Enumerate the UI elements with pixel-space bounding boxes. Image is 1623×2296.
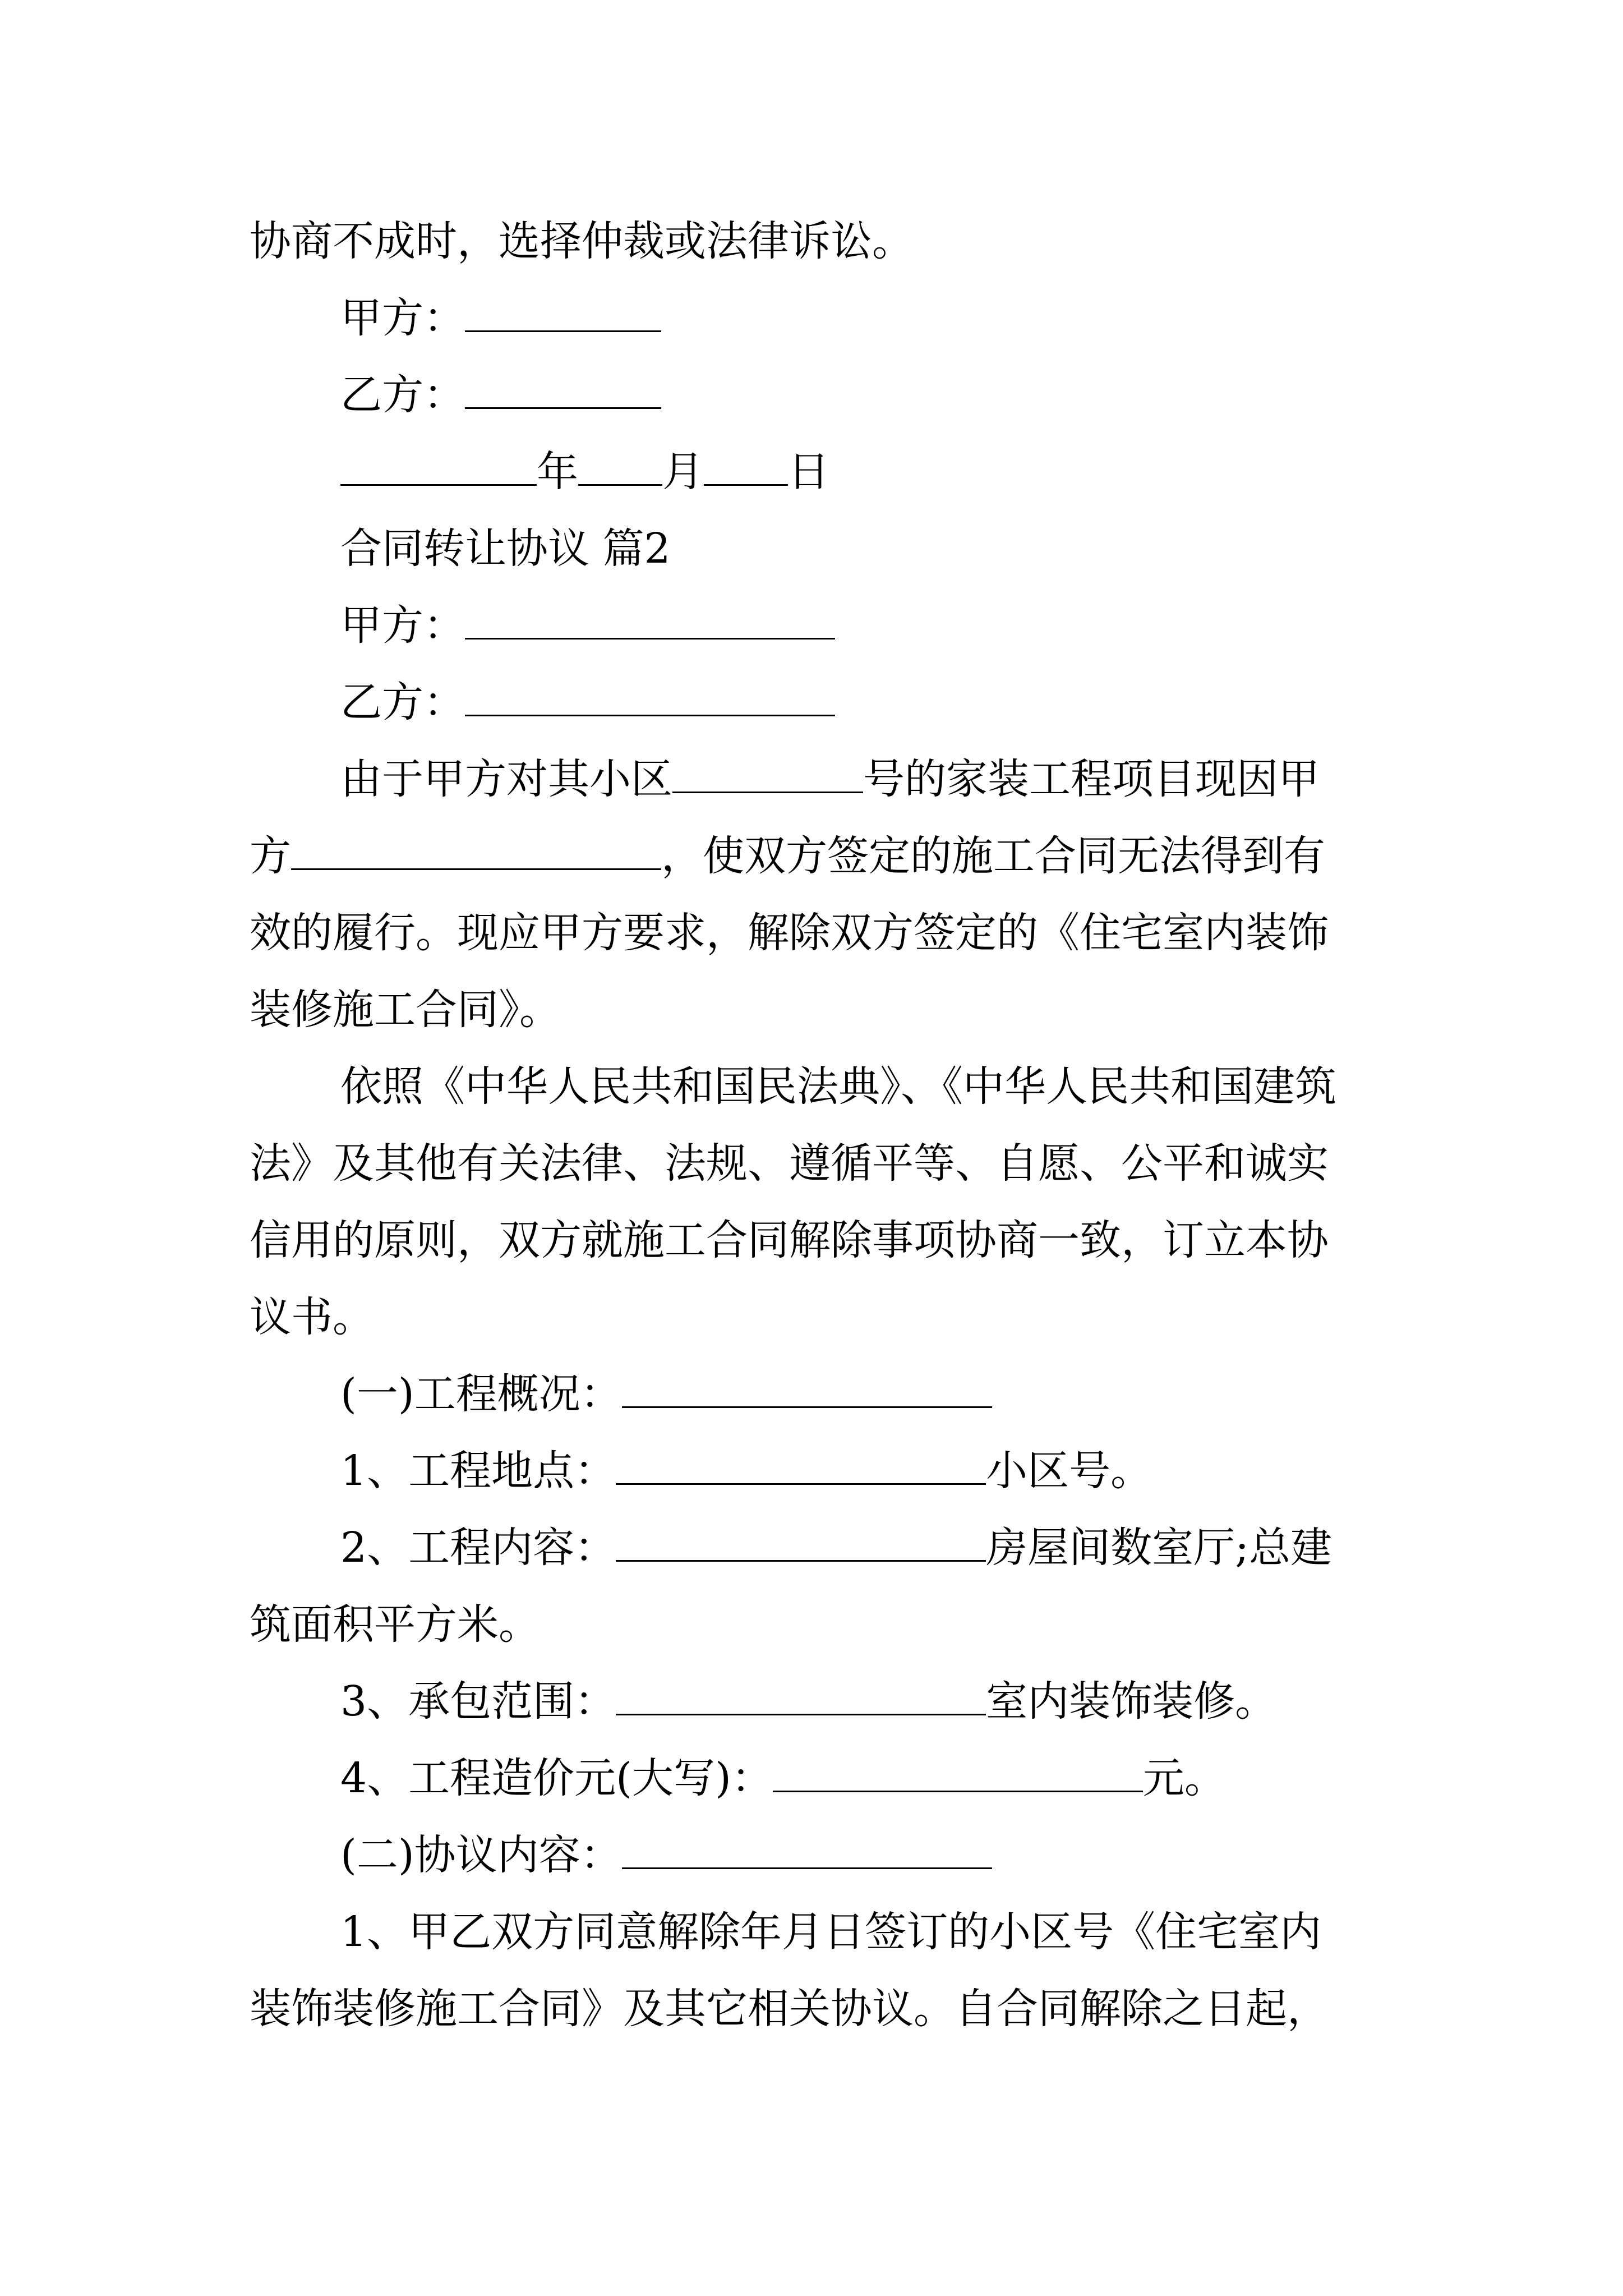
party-b-line [340, 674, 835, 730]
text: 议书。 [250, 1293, 374, 1341]
paragraph-line [250, 982, 561, 1038]
text: 效的履行。现应甲方要求，解除双方签定的《住宅室内装饰 [250, 909, 1329, 957]
text: (二)协议内容： [340, 1831, 622, 1879]
blank-field [291, 831, 661, 870]
text: 装饰装修施工合同》及其它相关协议。自合同解除之日起， [250, 1985, 1329, 2033]
month-label: 月 [662, 448, 704, 496]
label: 甲方： [340, 601, 465, 650]
blank-field [773, 1754, 1143, 1792]
paragraph-line [250, 1596, 540, 1653]
text: 由于甲方对其小区 [340, 755, 672, 803]
text: 3、承包范围： [340, 1677, 616, 1726]
blank-field [622, 1369, 992, 1408]
blank-field [465, 601, 835, 639]
blank-field [622, 1830, 992, 1869]
text: 信用的原则，双方就施工合同解除事项协商一致，订立本协 [250, 1216, 1329, 1264]
paragraph-line [250, 905, 1329, 961]
label: 甲方： [340, 294, 465, 342]
list-item [340, 1443, 1152, 1499]
blank-field [672, 754, 863, 793]
paragraph-line [250, 828, 1325, 884]
blank-field [578, 447, 662, 486]
text: 1、工程地点： [340, 1447, 616, 1495]
section-line [340, 1366, 992, 1422]
day-label: 日 [788, 448, 829, 496]
list-item [340, 1750, 1226, 1806]
text: (一)工程概况： [340, 1370, 622, 1418]
heading-text: 合同转让协议 篇2 [340, 524, 671, 573]
section-heading [340, 521, 671, 577]
text: 1、甲乙双方同意解除年月日签订的小区号《住宅室内 [340, 1908, 1322, 1956]
text: 法》及其他有关法律、法规、遵循平等、自愿、公平和诚实 [250, 1139, 1329, 1188]
party-a-line [340, 597, 835, 654]
blank-field [704, 447, 788, 486]
paragraph-line [250, 1135, 1329, 1191]
paragraph-line [250, 1289, 374, 1345]
text: 依照《中华人民共和国民法典》、《中华人民共和国建筑 [340, 1062, 1336, 1111]
text: 号的家装工程项目现因甲 [863, 755, 1320, 803]
blank-field [340, 447, 537, 486]
text: 小区号。 [986, 1447, 1152, 1495]
text: 房屋间数室厅;总建 [986, 1524, 1332, 1572]
paragraph-line [340, 751, 1320, 807]
text: 装修施工合同》。 [250, 986, 561, 1034]
text: ，使双方签定的施工合同无法得到有 [661, 832, 1325, 880]
text: 筑面积平方米。 [250, 1600, 540, 1649]
text: 2、工程内容： [340, 1524, 616, 1572]
paragraph-line [340, 1059, 1336, 1115]
paragraph-line [250, 1981, 1329, 2037]
year-label: 年 [537, 448, 578, 496]
label: 乙方： [340, 371, 465, 419]
list-item [340, 1520, 1332, 1576]
date-line [340, 444, 829, 500]
text: 室内装饰装修。 [986, 1677, 1277, 1726]
text: 元。 [1142, 1754, 1226, 1802]
text: 协商不成时，选择仲裁或法律诉讼。 [250, 217, 914, 265]
section-line [340, 1827, 992, 1883]
label: 乙方： [340, 678, 465, 726]
blank-field [616, 1523, 986, 1562]
blank-field [465, 370, 661, 409]
party-b-line [340, 367, 661, 423]
paragraph-line [250, 1212, 1329, 1268]
paragraph-line [250, 213, 914, 269]
blank-field [616, 1446, 986, 1485]
blank-field [465, 293, 661, 332]
text: 4、工程造价元(大写)： [340, 1754, 773, 1802]
list-item [340, 1673, 1276, 1729]
blank-field [616, 1677, 986, 1715]
list-item [340, 1904, 1321, 1960]
blank-field [465, 678, 835, 716]
text: 方 [250, 832, 291, 880]
party-a-line [340, 290, 661, 346]
